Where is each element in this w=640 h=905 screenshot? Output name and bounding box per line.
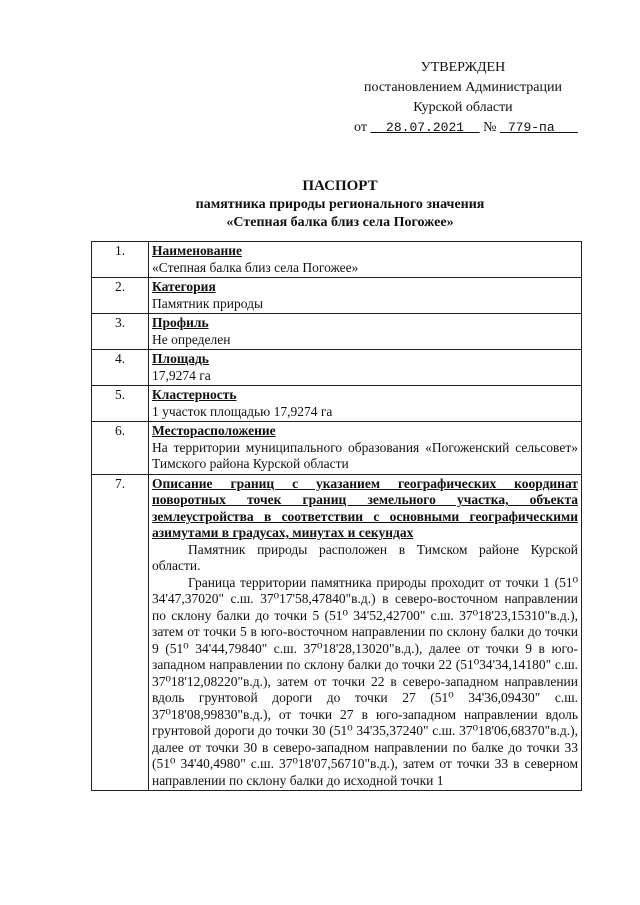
table-row (92, 278, 582, 314)
title-sub2: «Степная балка близ села Погожее» (226, 215, 454, 230)
table-row (92, 350, 582, 386)
row-content (149, 386, 582, 422)
row-number: 2. (92, 278, 149, 314)
table-row (92, 242, 582, 278)
title-main: ПАСПОРТ (302, 178, 378, 194)
row-value: Не определен (152, 331, 231, 347)
approval-block (340, 58, 586, 138)
table-row (92, 386, 582, 422)
approval-number: 779-па (507, 120, 555, 135)
approval-region: Курской области (413, 100, 513, 115)
row-value: 1 участок площадью 17,9274 га (152, 403, 333, 419)
row-number: 7. (92, 474, 149, 791)
row-content (149, 474, 582, 791)
row-heading: Профиль (152, 315, 209, 330)
row-content (149, 350, 582, 386)
row-content (149, 242, 582, 278)
approval-issuer: постановлением Администрации (364, 80, 562, 95)
title-sub1: памятника природы регионального значения (195, 197, 485, 212)
row-heading: Кластерность (152, 387, 237, 402)
table-row (92, 314, 582, 350)
row-number: 4. (92, 350, 149, 386)
row-heading: Наименование (152, 243, 242, 258)
boundary-intro: Памятник природы расположен в Тимском районе Курской области. (152, 541, 578, 573)
row-number: 1. (92, 242, 149, 278)
table-row (92, 422, 582, 475)
row-heading: Категория (152, 279, 216, 294)
passport-table (91, 241, 582, 791)
row-number: 5. (92, 386, 149, 422)
approval-date: 28.07.2021 (386, 120, 465, 135)
row-heading: Описание границ с указанием географических координат поворотных точек границ земельного участка, объекта землеустройства в соответствии с основными географическими азимутами в градусах, минутах и секундах (152, 475, 578, 540)
row-number: 6. (92, 422, 149, 475)
approval-title: УТВЕРЖДЕН (420, 60, 506, 75)
boundary-description: Граница территории памятника природы проходит от точки 1 (51⁰ 34'47,37020" с.ш. 37⁰17'58,47840"в.д.) в северо-восточном направлении по склону балки до точки 5 (51⁰ 34'52,42700" с.ш. 37⁰18'23,15310"в.д.), затем от точки 5 в юго-восточном направлении по склону балки до точки 9 (51⁰ 34'44,79840" с.ш. 37⁰18'28,13020"в.д.), далее от точки 9 в юго-западном направлении по склону балки до точки 22 (51⁰34'34,14180" с.ш. 37⁰18'12,08220"в.д.), затем от точки 22 в северо-западном направлении вдоль грунтовой дороги до точки 27 (51⁰ 34'36,09430" с.ш. 37⁰18'08,99830"в.д.), от точки 27 в юго-западном направлении вдоль грунтовой дороги до точки 30 (51⁰ 34'35,37240" с.ш. 37⁰18'06,68370"в.д.), далее от точки 30 в северо-западном направлении по балке до точки 33 (51⁰ 34'40,4980" с.ш. 37⁰18'07,56710"в.д.), затем от точки 33 в северном направлении по склону балки до исходной точки 1 (152, 574, 578, 788)
row-value: На территории муниципального образования «Погоженский сельсовет» Тимского района Курской области (152, 439, 578, 471)
date-prefix: от (354, 120, 367, 135)
row-heading: Месторасположение (152, 423, 276, 438)
number-prefix: № (483, 120, 497, 135)
row-value: Памятник природы (152, 295, 264, 311)
table-row (92, 474, 582, 791)
row-content (149, 314, 582, 350)
row-value: 17,9274 га (152, 367, 211, 383)
row-heading: Площадь (152, 351, 209, 366)
row-content (149, 278, 582, 314)
row-content (149, 422, 582, 475)
approval-date-line (340, 118, 586, 138)
row-number: 3. (92, 314, 149, 350)
document-title (100, 176, 580, 232)
row-value: «Степная балка близ села Погожее» (152, 259, 359, 275)
